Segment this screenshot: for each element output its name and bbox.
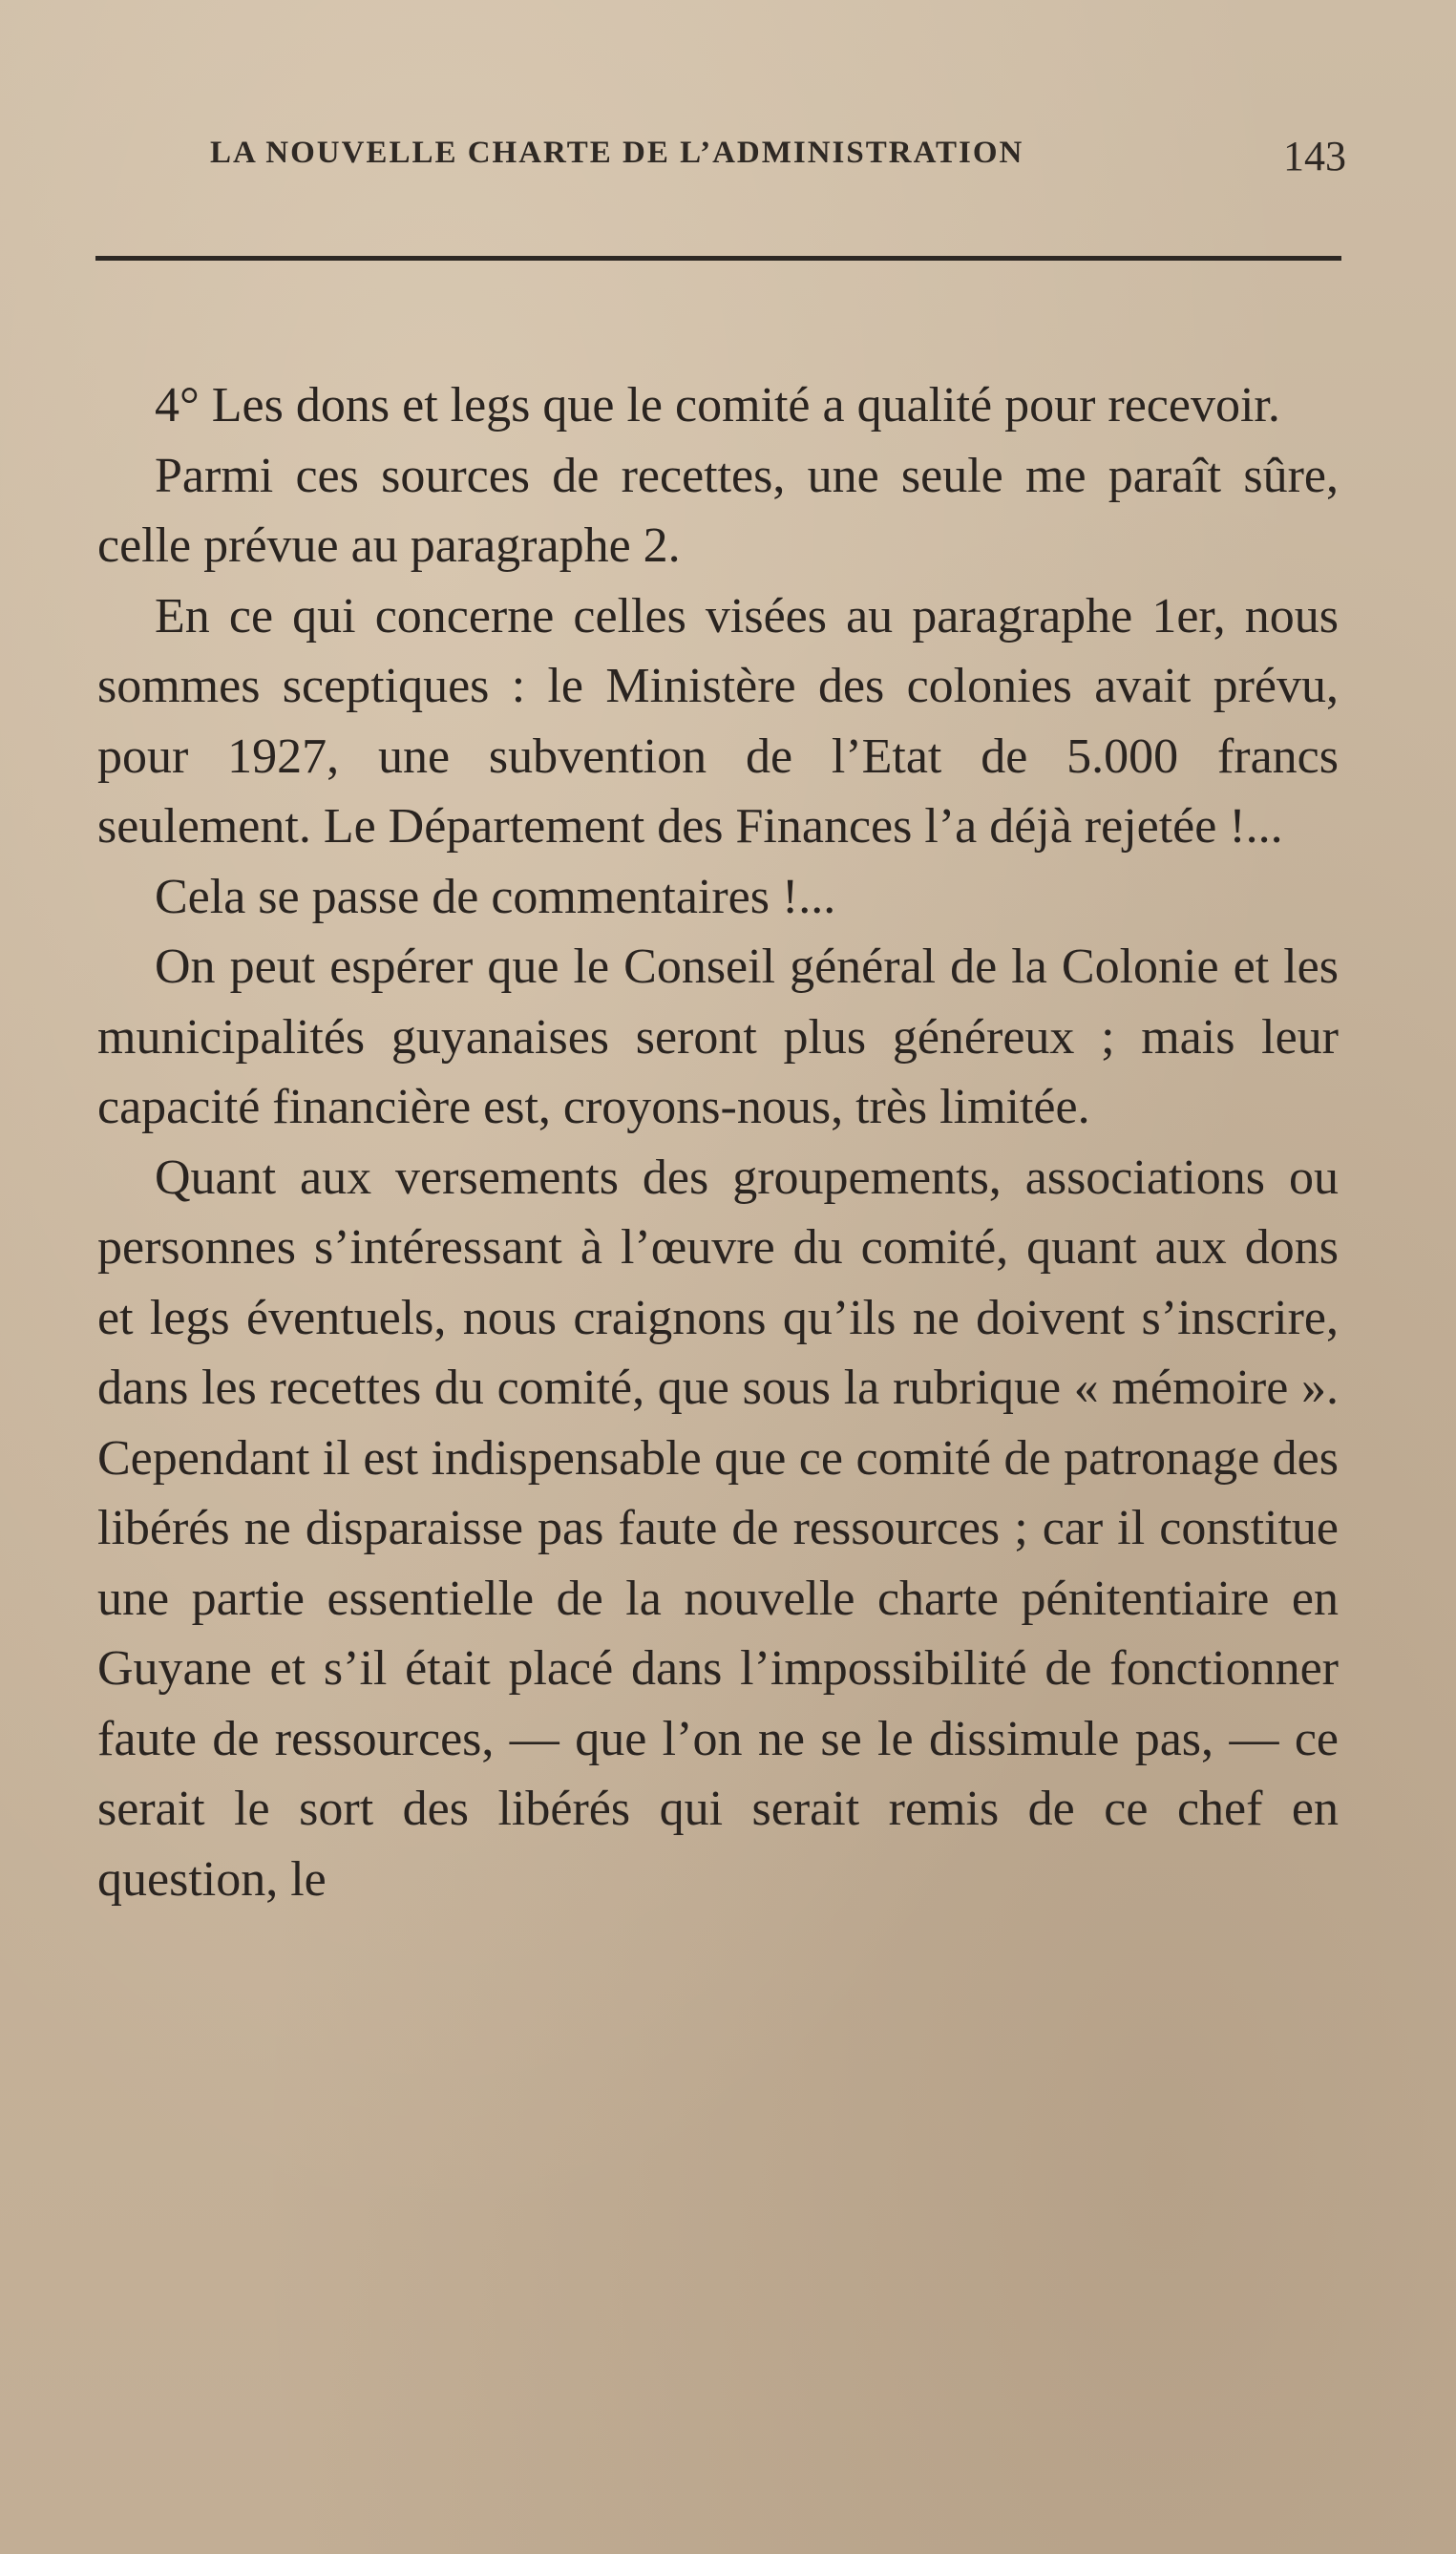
paragraph-3: En ce qui concerne celles visées au paragraphe 1er, nous sommes sceptiques : le Ministère des colonies avait prévu, pour 1927, une subvention de l’Etat de 5.000 francs seulement. Le Département des Finances l’a déjà rejetée !... — [97, 588, 1339, 854]
paragraph-2: Parmi ces sources de recettes, une seule me paraît sûre, celle prévue au paragraphe 2. — [97, 448, 1339, 573]
paragraph-1: 4° Les dons et legs que le comité a qualité pour recevoir. — [155, 378, 1280, 433]
paragraph-5: On peut espérer que le Conseil général de la Colonie et les municipalités guyanaises seront plus généreux ; mais leur capacité financière est, croyons-nous, très limitée. — [97, 939, 1339, 1134]
running-head — [210, 133, 1346, 183]
header-rule — [95, 256, 1341, 261]
paragraph-6: Quant aux versements des groupements, associations ou personnes s’intéressant à l’œuvre du comité, quant aux dons et legs éventuels, nous craignons qu’ils ne doivent s’inscrire, dans les recettes du comité, que sous la rubrique « mémoire ». Cependant il est indispensable que ce comité de patronage des libérés ne disparaisse pas faute de ressources ; car il constitue une partie essentielle de la nouvelle charte pénitentiaire en Guyane et s’il était placé dans l’impossibilité de fonctionner faute de ressources, — que l’on ne se le dissimule pas, — ce serait le sort des libérés qui serait remis de ce chef en question, le — [97, 1150, 1339, 1907]
running-title: LA NOUVELLE CHARTE DE L’ADMINISTRATION — [210, 136, 1024, 170]
body-text — [97, 370, 1339, 1914]
paragraph-4: Cela se passe de commentaires !... — [155, 869, 836, 924]
page-number: 143 — [1283, 133, 1346, 179]
